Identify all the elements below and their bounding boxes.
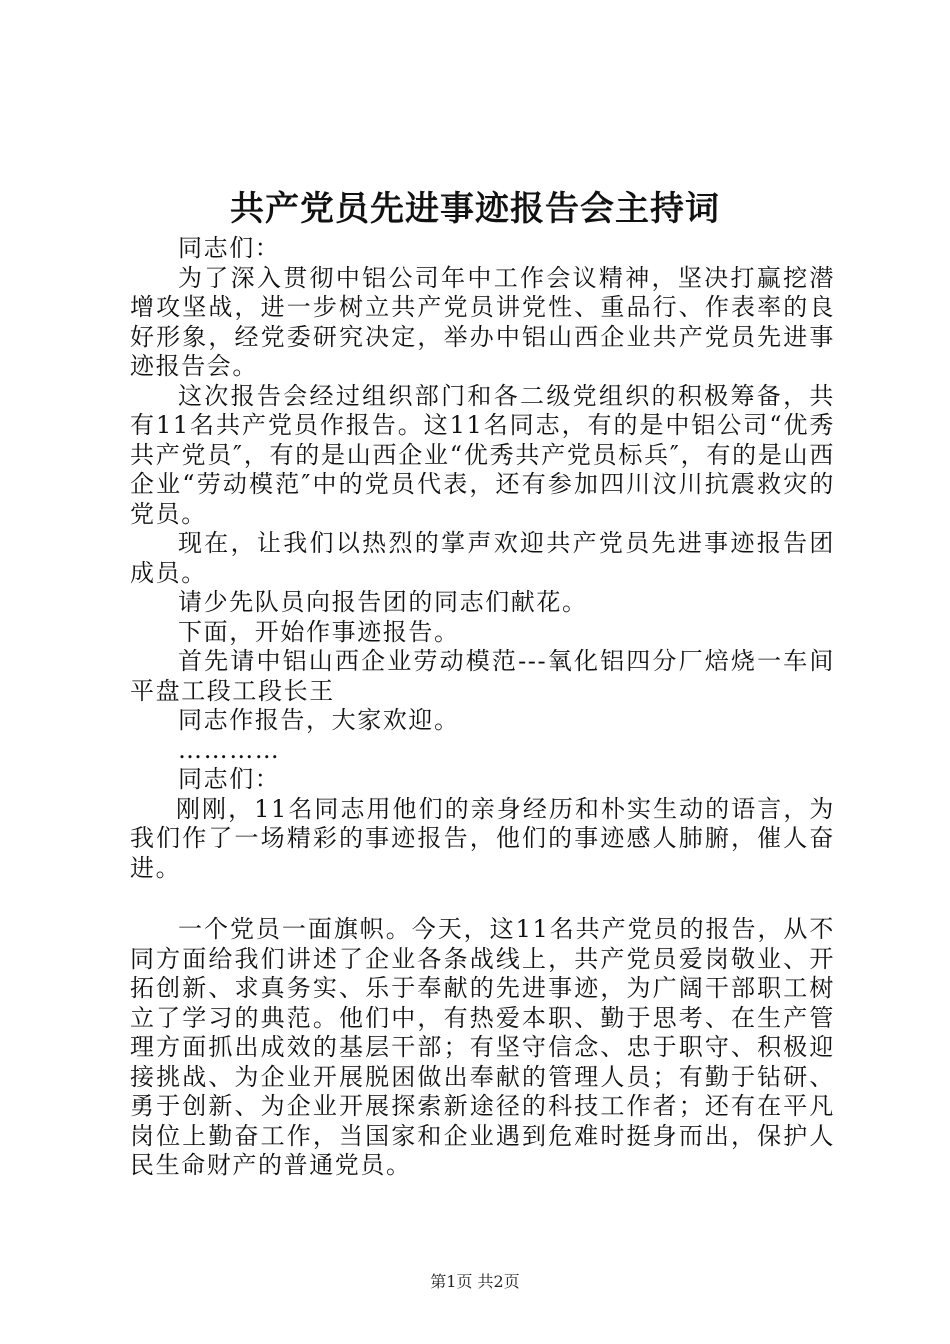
paragraph-welcome: 现在，让我们以热烈的掌声欢迎共产党员先进事迹报告团成员。 — [130, 529, 835, 587]
paragraph-first-speaker: 首先请中铝山西企业劳动模范---氧化铝四分厂焙烧一车间平盘工段工段长王 — [130, 647, 835, 705]
document-title: 共产党员先进事迹报告会主持词 — [230, 189, 720, 229]
salutation: 同志们： — [178, 234, 281, 262]
paragraph-preparation: 这次报告会经过组织部门和各二级党组织的积极筹备，共有11名共产党员作报告。这11名同志，有的是中铝公司“优秀共产党员″，有的是山西企业“优秀共产党员标兵″，有的是山西企业“劳动模范″中的党员代表，还有参加四川汶川抗震救灾的党员。 — [130, 381, 835, 528]
paragraph-purpose: 为了深入贯彻中铝公司年中工作会议精神，坚决打赢挖潜增攻坚战，进一步树立共产党员讲党性、重品行、作表率的良好形象，经党委研究决定，举办中铝山西企业共产党员先进事迹报告会。 — [130, 263, 835, 380]
paragraph-summary: 刚刚，11名同志用他们的亲身经历和朴实生动的语言，为我们作了一场精彩的事迹报告，他们的事迹感人肺腑，催人奋进。 — [130, 794, 835, 882]
document-body — [130, 234, 835, 1181]
page-footer: 第1页 共2页 — [430, 1272, 520, 1291]
paragraph-speaker-welcome: 同志作报告，大家欢迎。 — [178, 706, 460, 734]
ellipsis-line: ………… — [178, 735, 281, 764]
paragraph-banner: 一个党员一面旗帜。今天，这11名共产党员的报告，从不同方面给我们讲述了企业各条战线上，共产党员爱岗敬业、开拓创新、求真务实、乐于奉献的先进事迹，为广阔干部职工树立了学习的典范。他们中，有热爱本职、勤于思考、在生产管理方面抓出成效的基层干部；有坚守信念、忠于职守、积极迎接挑战、为企业开展脱困做出奉献的管理人员；有勤于钻研、勇于创新、为企业开展探索新途径的科技工作者；还有在平凡岗位上勤奋工作，当国家和企业遇到危难时挺身而出，保护人民生命财产的普通党员。 — [130, 915, 835, 1179]
paragraph-flowers: 请少先队员向报告团的同志们献花。 — [178, 588, 588, 616]
salutation-second: 同志们： — [178, 765, 281, 793]
paragraph-start: 下面，开始作事迹报告。 — [178, 617, 460, 646]
